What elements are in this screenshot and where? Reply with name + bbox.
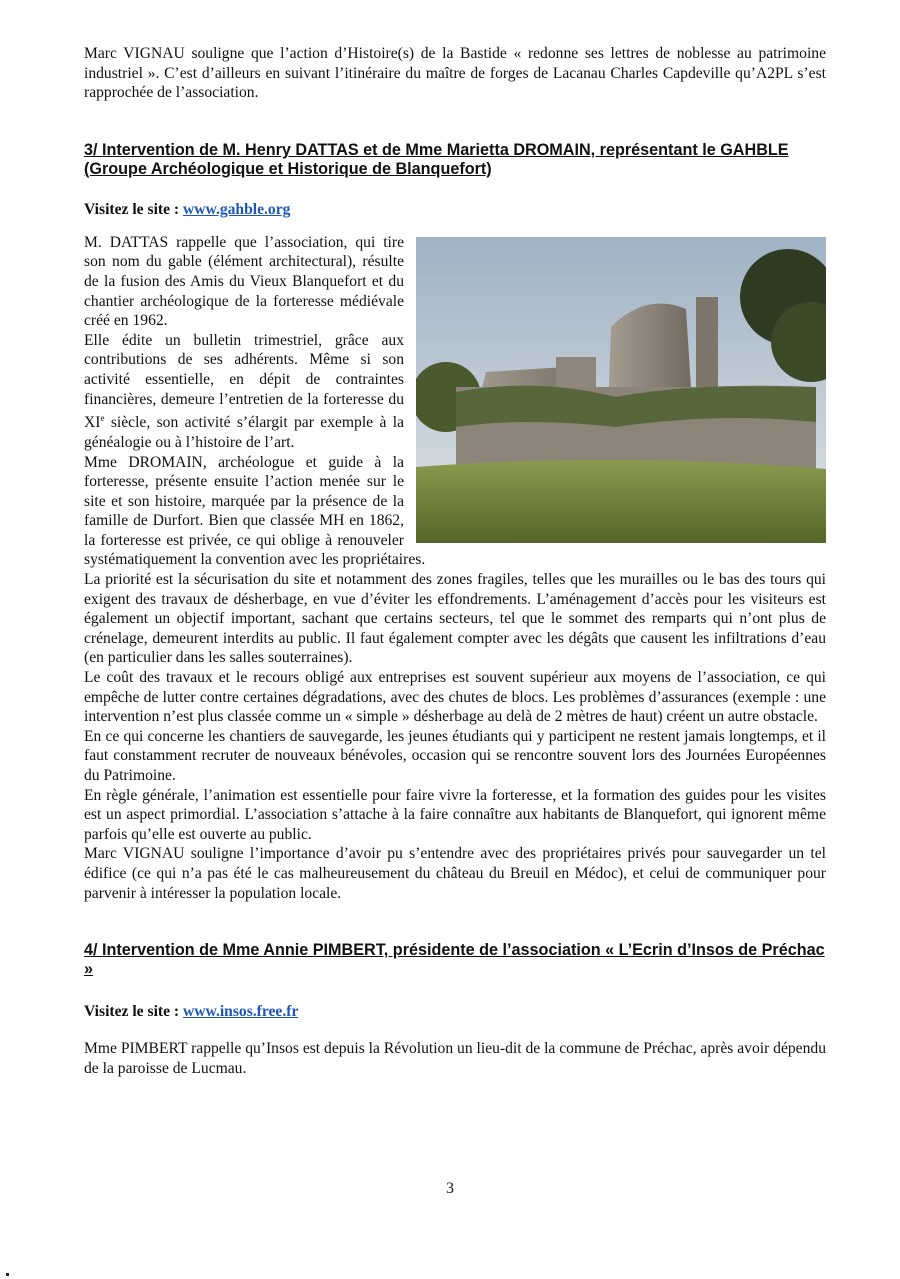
section-3-paragraph-4: La priorité est la sécurisation du site et notamment des zones fragiles, telles que les murailles ou le bas des tours qui exigent des travaux de désherbage, en vue d’éviter les effondrements. L’aménagement d’accès pour les visiteurs est également un objectif important, sachant que certains secteurs, tel que le sommet des remparts qui n’ont plus de crénelage, demeurent interdits au public. Il faut également compter avec les dégâts que causent les infiltrations d’eau (en particulier dans les salles souterraines).: [84, 571, 826, 667]
section-3-paragraph-8: Marc VIGNAU souligne l’importance d’avoir pu s’entendre avec des propriétaires privés pour sauvegarder un tel édifice (ce qui n’a pas été le cas malheureusement du château du Breuil en Médoc), et celui de communiquer pour parvenir à intéresser la population locale.: [84, 845, 826, 902]
section-3-paragraph-7: En règle générale, l’animation est essentielle pour faire vivre la forteresse, et la formation des guides pour les visites est un aspect primordial. L’association s’attache à la faire connaître aux habitants de Blanquefort, qui ignorent même parfois qu’elle est ouverte au public.: [84, 786, 826, 843]
fortress-photo: [416, 237, 826, 543]
section-3-paragraph-6: En ce qui concerne les chantiers de sauvegarde, les jeunes étudiants qui y participent ne restent jamais longtemps, et il faut constamment recruter de nouveaux bénévoles, occasion qui se rencontre souvent lors des Journées Européennes du Patrimoine.: [84, 727, 826, 784]
section-4-paragraph-1: Mme PIMBERT rappelle qu’Insos est depuis la Révolution un lieu-dit de la commune de Préchac, après avoir dépendu de la paroisse de Lucmau.: [84, 1040, 826, 1077]
fortress-illustration: [416, 237, 826, 543]
document-page: [84, 44, 826, 1078]
insos-link[interactable]: www.insos.free.fr: [183, 1003, 299, 1021]
section-3-paragraph-1: M. DATTAS rappelle que l’association, qui tire son nom du gable (élément architectural), résulte de la fusion des Amis du Vieux Blanquefort et du chantier archéologique de la forteresse médiévale créé en 1962.: [84, 233, 404, 330]
section-3-heading: 3/ Intervention de M. Henry DATTAS et de Mme Marietta DROMAIN, représentant le GAHBLE (Groupe Archéologique et Historique de Blanquefort): [84, 140, 789, 178]
gahble-link[interactable]: www.gahble.org: [183, 200, 291, 218]
section-3-paragraph-5: Le coût des travaux et le recours obligé aux entreprises est souvent supérieur aux moyens de l’association, ce qui empêche de lutter contre certaines dégradations, avec des chutes de blocs. Les problèmes d’assurances (exemple : une intervention n’est plus classée comme un « simple » désherbage au delà de 2 mètres de haut) créent un autre obstacle.: [84, 669, 826, 726]
visit-label: Visitez le site :: [84, 200, 180, 218]
section-4-visit-line: [84, 1002, 826, 1021]
section-3-visit-line: [84, 200, 826, 219]
section-3-paragraph-3: Mme DROMAIN, archéologue et guide à la forteresse, présente ensuite l’action menée sur le site et son histoire, marquée par la présence de la famille de Durfort. Bien que classée MH en 1862, la forteresse est privée, ce qui oblige à renouveler systématiquement la convention avec les propriétaires.: [84, 453, 426, 569]
page-number: 3: [446, 1180, 454, 1197]
section-4-heading: 4/ Intervention de Mme Annie PIMBERT, présidente de l’association « L’Ecrin d’Insos de Préchac »: [84, 941, 825, 979]
section-3-paragraph-2: Elle édite un bulletin trimestriel, grâce aux contributions de ses adhérents. Même si son activité essentielle, en dépit de contraintes financières, demeure l’entretien de la forteresse du XIe siècle, son activité s’élargit par exemple à la généalogie ou à l’histoire de l’art.: [84, 331, 404, 451]
visit-label: Visitez le site :: [84, 1003, 180, 1021]
scan-mark: [6, 1273, 9, 1276]
intro-paragraph: Marc VIGNAU souligne que l’action d’Histoire(s) de la Bastide « redonne ses lettres de noblesse au patrimoine industriel ». C’est d’ailleurs en suivant l’itinéraire du maître de forges de Lacanau Charles Capdeville qu’A2PL s’est rapprochée de l’association.: [84, 45, 826, 102]
